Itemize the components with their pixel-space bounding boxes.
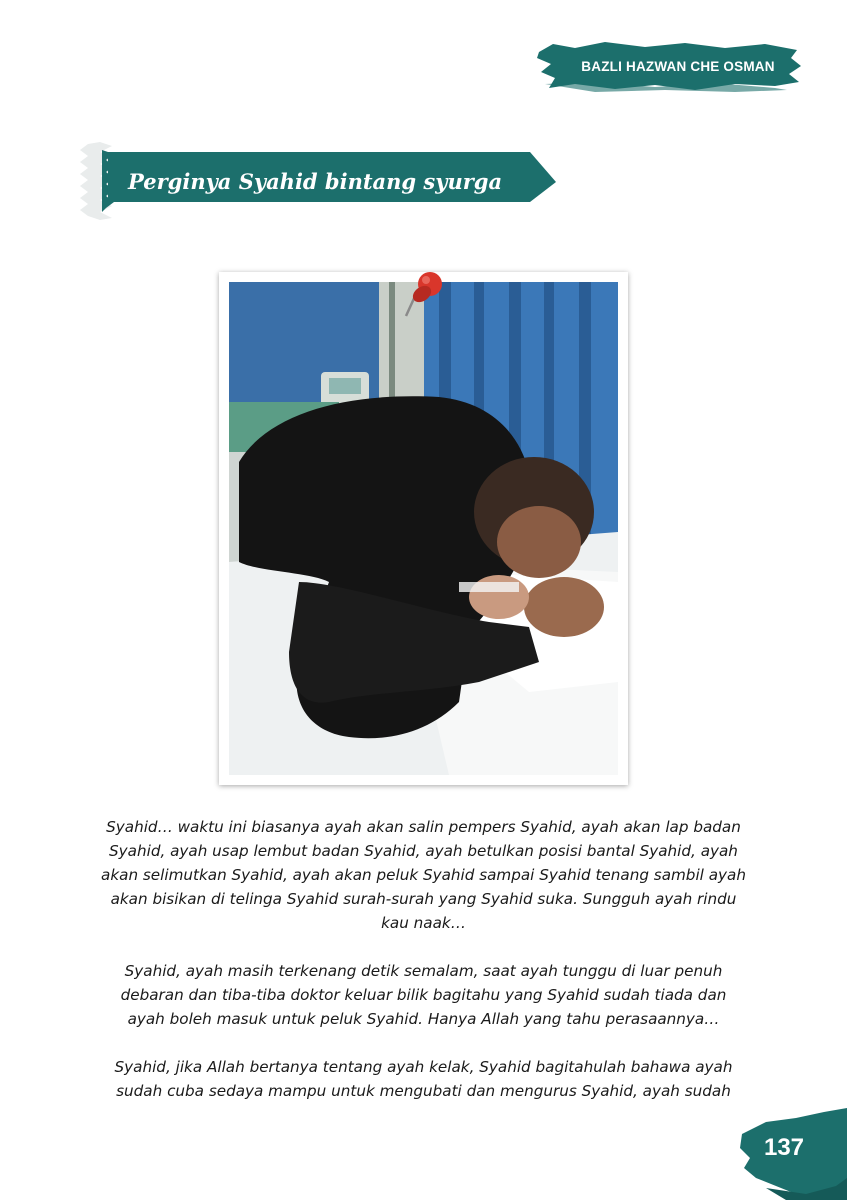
- paragraph-2: Syahid, ayah masih terkenang detik semalam, saat ayah tunggu di luar penuh debaran dan tiba-tiba doktor keluar bilik bagitahu yang Syahid sudah tiada dan ayah boleh masuk untuk peluk Syahid. Hanya Allah yang tahu perasaannya…: [120, 962, 727, 1028]
- section-banner: [78, 140, 560, 222]
- hospital-photo: [229, 282, 618, 775]
- author-tag: [535, 38, 803, 94]
- paragraph-1: Syahid… waktu ini biasanya ayah akan salin pempers Syahid, ayah akan lap badan Syahid, ayah usap lembut badan Syahid, ayah betulkan posisi bantal Syahid, ayah akan selimutkan Syahid, ayah akan peluk Syahid sampai Syahid tenang sambil ayah akan bisikan di telinga Syahid surah-surah yang Syahid suka. Sungguh ayah rindu kau naak…: [101, 818, 746, 932]
- photo-frame: [219, 272, 628, 785]
- page-number: 137: [763, 1134, 805, 1161]
- body-text: [100, 815, 747, 1127]
- author-name: BAZLI HAZWAN CHE OSMAN: [581, 58, 775, 74]
- page-number-badge: [736, 1108, 847, 1200]
- paragraph-3: Syahid, jika Allah bertanya tentang ayah kelak, Syahid bagitahulah bahawa ayah sudah cuba sedaya mampu untuk mengubati dan mengurus Syahid, ayah sudah: [114, 1058, 733, 1100]
- section-title: Perginya Syahid bintang syurga: [128, 169, 503, 194]
- pushpin-icon: [400, 268, 448, 322]
